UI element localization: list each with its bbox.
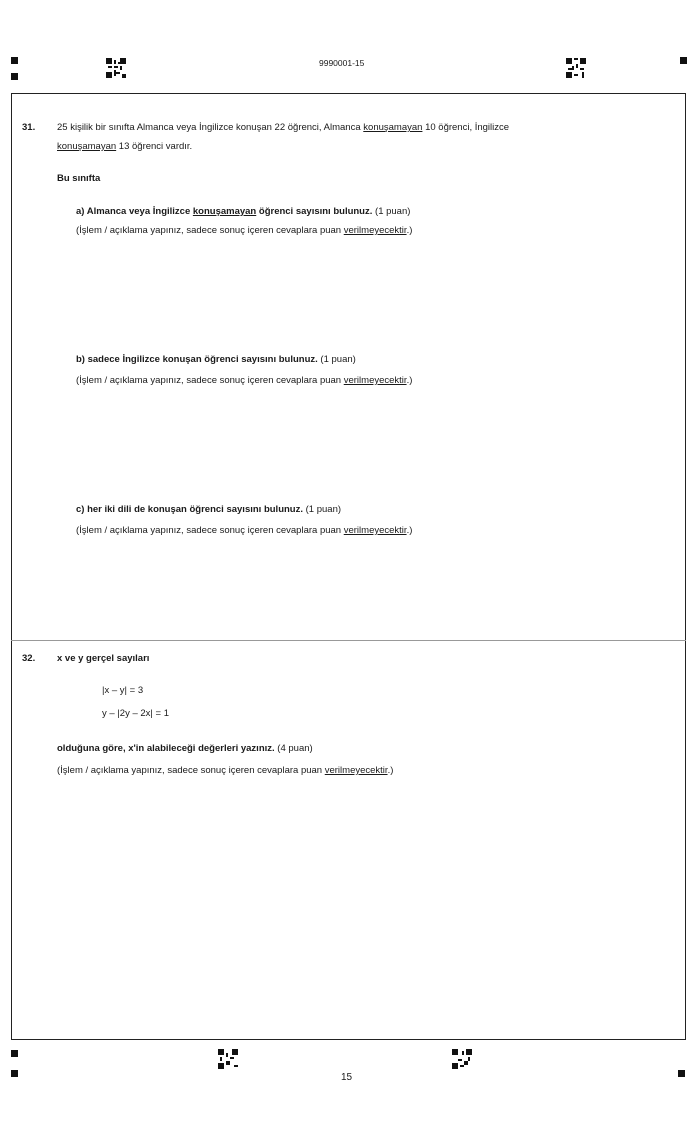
question-divider xyxy=(11,640,686,641)
question-number: 31. xyxy=(22,122,36,133)
booklet-code: 9990001-15 xyxy=(319,58,365,68)
question-number: 32. xyxy=(22,653,36,664)
registration-mark xyxy=(678,1070,685,1077)
subquestion-b: b) sadece İngilizce konuşan öğrenci sayısını bulunuz. (1 puan) xyxy=(76,354,356,365)
instruction-note: (İşlem / açıklama yapınız, sadece sonuç içeren cevaplara puan verilmeyecektir.) xyxy=(76,375,413,386)
qr-code-icon xyxy=(218,1049,238,1069)
registration-mark xyxy=(11,57,18,64)
registration-mark xyxy=(11,73,18,80)
subquestion-c: c) her iki dili de konuşan öğrenci sayısını bulunuz. (1 puan) xyxy=(76,504,342,515)
question-stem-line-2: konuşamayan 13 öğrenci vardır. xyxy=(57,141,193,152)
question-lead: Bu sınıfta xyxy=(57,173,101,184)
qr-code-icon xyxy=(566,58,586,78)
registration-mark xyxy=(11,1050,18,1057)
subquestion-a: a) Almanca veya İngilizce konuşamayan öğrenci sayısını bulunuz. (1 puan) xyxy=(76,206,411,217)
question-lead: x ve y gerçel sayıları xyxy=(57,653,150,664)
qr-code-icon xyxy=(452,1049,472,1069)
page-number: 15 xyxy=(341,1072,353,1083)
instruction-note: (İşlem / açıklama yapınız, sadece sonuç içeren cevaplara puan verilmeyecektir.) xyxy=(76,525,413,536)
qr-code-icon xyxy=(106,58,126,78)
equation-1: |x – y| = 3 xyxy=(102,685,144,696)
equation-2: y – |2y – 2x| = 1 xyxy=(102,708,169,719)
question-stem-line-1: 25 kişilik bir sınıfta Almanca veya İngilizce konuşan 22 öğrenci, Almanca konuşamayan 10 öğrenci, İngilizce xyxy=(57,122,510,133)
registration-mark xyxy=(11,1070,18,1077)
question-prompt: olduğuna göre, x'in alabileceği değerleri yazınız. (4 puan) xyxy=(57,743,313,754)
registration-mark xyxy=(680,57,687,64)
instruction-note: (İşlem / açıklama yapınız, sadece sonuç içeren cevaplara puan verilmeyecektir.) xyxy=(76,225,413,236)
instruction-note: (İşlem / açıklama yapınız, sadece sonuç içeren cevaplara puan verilmeyecektir.) xyxy=(57,765,394,776)
